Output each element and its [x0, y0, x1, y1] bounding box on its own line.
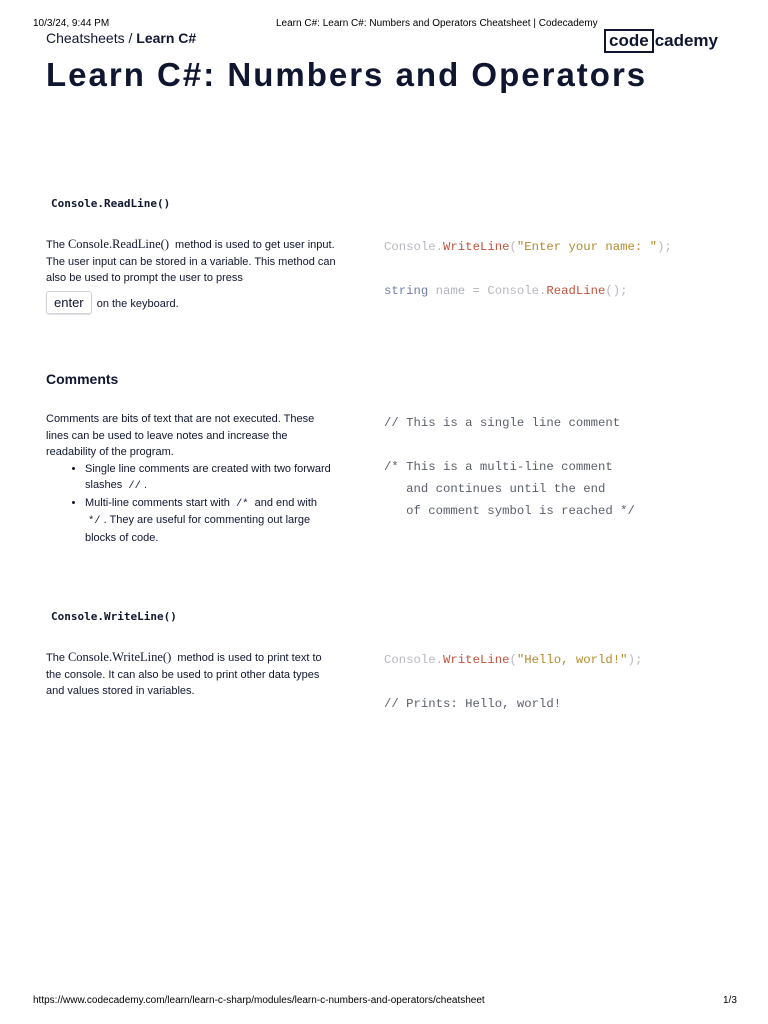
comments-code-block	[384, 412, 635, 522]
code-line: /* This is a multi-line comment	[384, 460, 613, 474]
comments-desc-text: Comments are bits of text that are not executed. These lines can be used to leave notes and increase the readability of the program.	[46, 413, 315, 458]
breadcrumb	[46, 30, 196, 46]
code-token: string	[384, 284, 429, 298]
writeline-desc-code: Console.WriteLine()	[67, 650, 172, 664]
code-line	[384, 649, 642, 671]
inline-code: /*	[235, 497, 249, 510]
readline-description	[46, 236, 336, 314]
readline-desc-end: on the keyboard.	[96, 297, 179, 310]
logo-cademy-text: cademy	[654, 31, 719, 50]
print-url[interactable]: https://www.codecademy.com/learn/learn-c-sharp/modules/learn-c-numbers-and-operators/cheatsheet	[33, 995, 485, 1006]
code-line: // Prints: Hello, world!	[384, 697, 562, 711]
readline-desc-code: Console.ReadLine()	[67, 237, 169, 251]
print-title: Learn C#: Learn C#: Numbers and Operators Cheatsheet | Codecademy	[276, 18, 598, 29]
logo-code-box: code	[604, 29, 654, 53]
code-token: );	[627, 653, 643, 667]
breadcrumb-root[interactable]: Cheatsheets	[46, 30, 125, 46]
readline-desc-pre: The	[46, 239, 65, 251]
code-token: ReadLine	[546, 284, 606, 298]
bullet-text: . They are useful for commenting out large blocks of code.	[85, 514, 311, 544]
code-token: "Enter your name: "	[516, 240, 658, 254]
code-token: WriteLine	[443, 653, 510, 667]
code-token: WriteLine	[443, 240, 510, 254]
list-item	[85, 495, 336, 547]
writeline-desc-pre: The	[46, 652, 65, 664]
readline-desc-post: method is used to get user input. The user input can be stored in a variable. This method can also be used to prompt the user to press	[46, 239, 336, 284]
code-token: Console.	[384, 240, 444, 254]
code-token: ();	[605, 284, 628, 298]
section-title-writeline: Console.WriteLine()	[51, 610, 177, 623]
comments-description	[46, 411, 336, 546]
inline-code: */	[88, 515, 101, 527]
writeline-code-block	[384, 649, 642, 715]
code-token: "Hello, world!"	[516, 653, 628, 667]
code-line: of comment symbol is reached */	[384, 504, 635, 518]
readline-code-block	[384, 236, 672, 302]
section-title-readline: Console.ReadLine()	[51, 197, 171, 210]
section-title-comments: Comments	[46, 371, 119, 387]
bullet-text: .	[143, 479, 148, 491]
enter-key: enter	[46, 291, 92, 314]
code-line	[384, 280, 672, 302]
print-page-number: 1/3	[723, 995, 737, 1006]
code-token: Console.	[384, 653, 444, 667]
comments-bullet-list	[46, 461, 336, 547]
page-title: Learn C#: Numbers and Operators	[46, 56, 648, 93]
breadcrumb-current[interactable]: Learn C#	[136, 30, 197, 46]
code-line: // This is a single line comment	[384, 416, 621, 430]
bullet-text: Single line comments are created with two forward slashes	[85, 462, 331, 491]
print-datetime: 10/3/24, 9:44 PM	[33, 18, 110, 29]
list-item	[85, 461, 336, 495]
code-token: Console.	[487, 284, 547, 298]
writeline-desc-post: method is used to print text to the console. It can also be used to print other data types and values stored in variables.	[46, 652, 322, 697]
code-line: and continues until the end	[384, 482, 606, 496]
codecademy-logo[interactable]	[604, 29, 718, 53]
bullet-text: and end with	[254, 496, 317, 509]
breadcrumb-separator: /	[124, 30, 137, 46]
inline-code: //	[128, 480, 141, 492]
bullet-text: Multi-line comments start with	[85, 496, 230, 509]
code-token: (	[509, 240, 517, 254]
code-token: );	[657, 240, 672, 254]
code-token: (	[509, 653, 517, 667]
code-token: name =	[428, 284, 488, 298]
writeline-description	[46, 649, 336, 700]
code-line	[384, 236, 672, 258]
